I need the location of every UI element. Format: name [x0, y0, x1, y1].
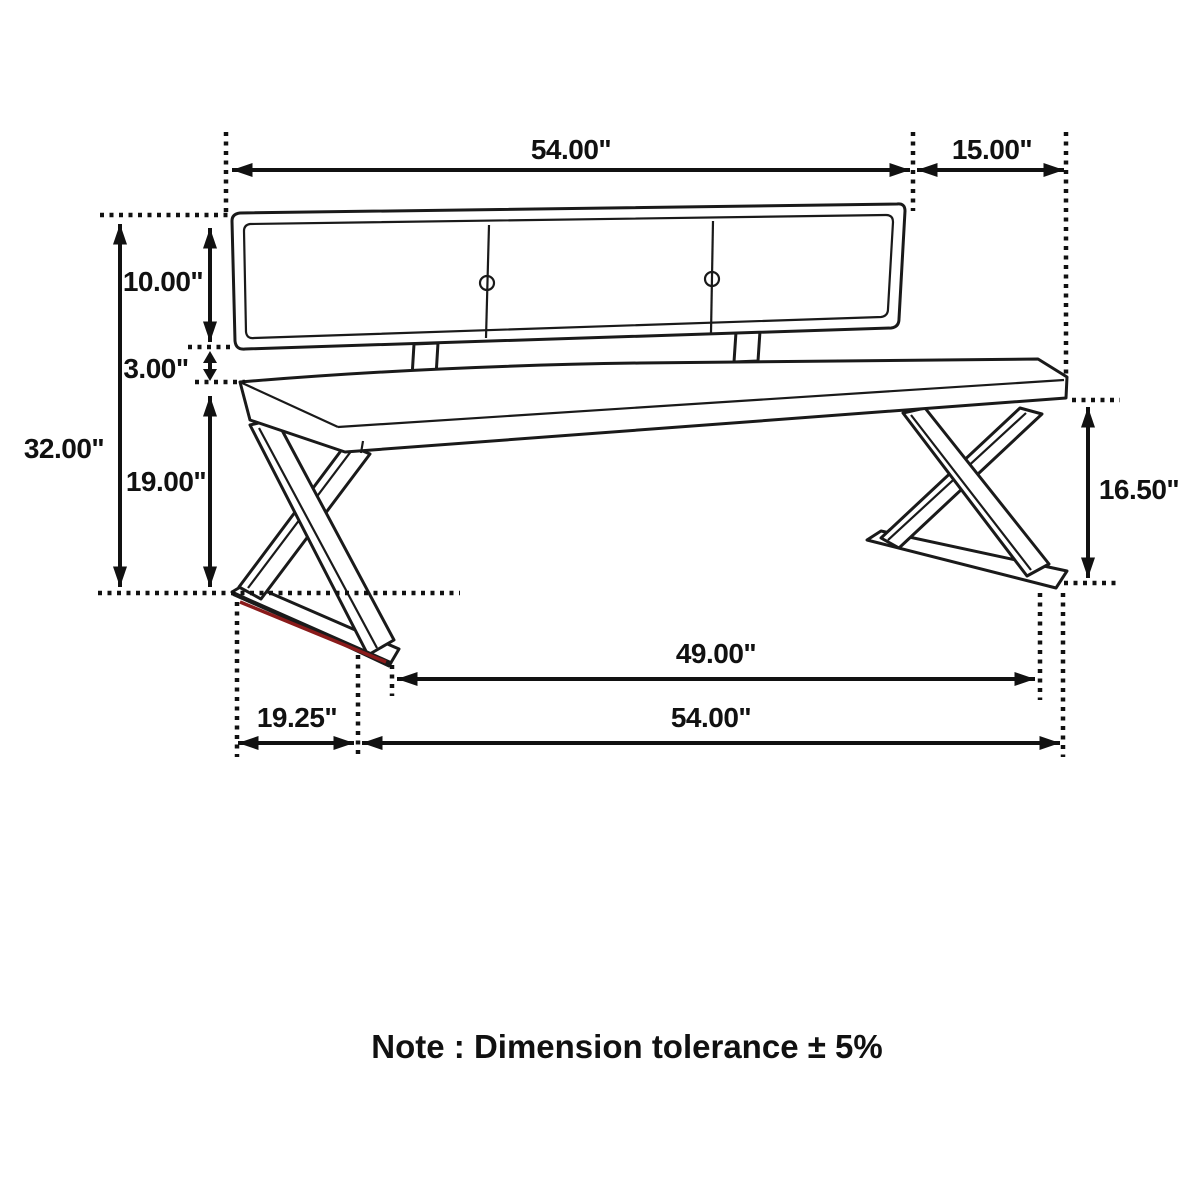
dim-gap: [123, 351, 217, 384]
backrest-support-post-right: [734, 331, 760, 362]
dim-overall-width: [232, 134, 910, 170]
dim-overall-height-label: 32.00": [23, 433, 105, 464]
dim-inner-span: [397, 638, 1035, 679]
dim-leg-clearance: [1088, 407, 1179, 578]
dim-base-width: [362, 702, 1060, 743]
dim-leg-depth: [238, 702, 354, 743]
tolerance-note: Note : Dimension tolerance ± 5%: [371, 1028, 883, 1065]
x-leg-right: [867, 408, 1067, 588]
dim-overall-height: [24, 224, 120, 587]
dim-seat-height-label: 19.00": [125, 466, 207, 497]
x-leg-left: [232, 419, 399, 666]
dim-base-width-label: 54.00": [670, 702, 752, 733]
dim-leg-depth-label: 19.25": [256, 702, 338, 733]
dim-depth-offset-label: 15.00": [951, 134, 1033, 165]
dim-overall-width-label: 54.00": [530, 134, 612, 165]
dim-backrest-height-label: 10.00": [122, 266, 204, 297]
dim-inner-span-label: 49.00": [675, 638, 757, 669]
dim-backrest-height: [123, 228, 210, 342]
bench-drawing: [232, 204, 1067, 666]
dim-depth-offset: [917, 134, 1064, 170]
dim-leg-clearance-label: 16.50": [1098, 474, 1180, 505]
dim-gap-label: 3.00": [123, 353, 189, 384]
dim-seat-height: [126, 396, 210, 587]
